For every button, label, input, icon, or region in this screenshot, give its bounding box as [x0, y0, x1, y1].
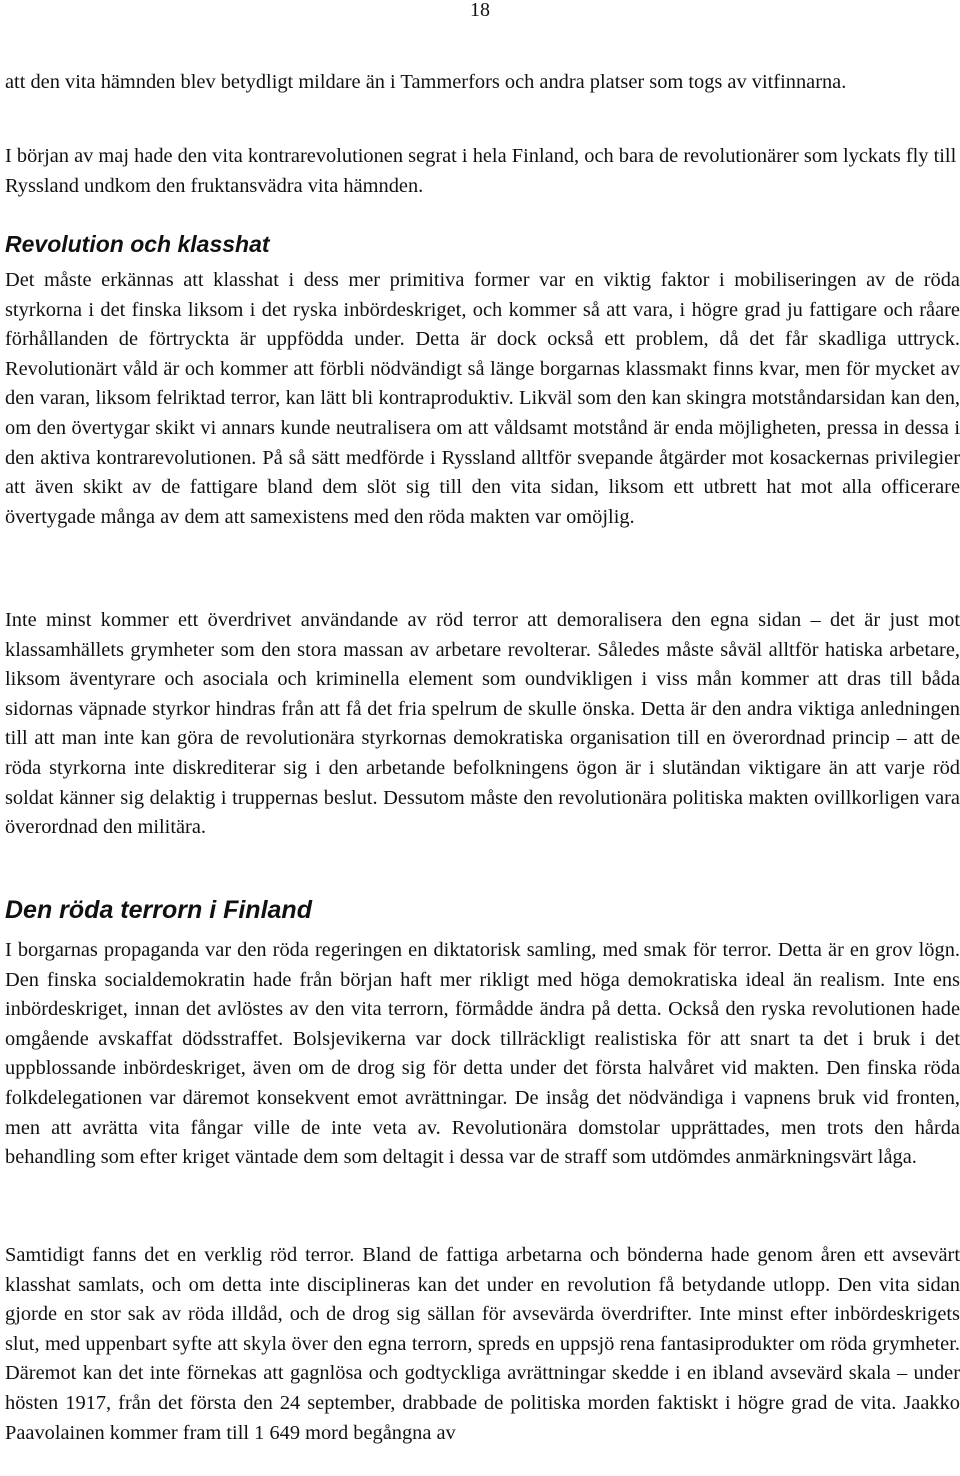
paragraph-intro-1: att den vita hämnden blev betydligt mildare än i Tammerfors och andra platser som togs av vitfinnarna. — [5, 71, 847, 93]
heading-revolution-och-klasshat: Revolution och klasshat — [5, 231, 270, 257]
heading-den-roda-terrorn: Den röda terrorn i Finland — [5, 896, 312, 924]
paragraph-revolution-2: Inte minst kommer ett överdrivet användande av röd terror att demoralisera den egna sidan – det är just mot klassamhällets grymheter som den stora massan av arbetare revolterar. Således måste såväl alltför hatiska arbetare, liksom äventyrare och asociala och kriminella element som oundvikligen i viss mån kommer att dras till båda sidornas väpnade styrkor hindras från att få det fria spelrum de skulle önska. Detta är den andra viktiga anledningen till att man inte kan göra de revolutionära styrkornas demokratiska organisation till en överordnad princip – att de röda styrkorna inte diskrediterar sig i den arbetande befolkningens ögon är i slutändan viktigare än att varje röd soldat känner sig delaktig i truppernas beslut. Dessutom måste den revolutionära politiska makten ovillkorligen vara överordnad den militära. — [5, 609, 960, 839]
paragraph-terror-1: I borgarnas propaganda var den röda regeringen en diktatorisk samling, med smak för terror. Detta är en grov lögn. Den finska socialdemokratin hade från början haft mer rikligt med höga demokratiska ideal än realism. Inte ens inbördeskriget, innan det avlöstes av den vita terrorn, förmådde ändra på detta. Också den ryska revolutionen hade omgående avskaffat dödsstraffet. Bolsjevikerna var dock tillräckligt realistiska för att snart ta det i bruk i det uppblossande inbördeskriget, även om de drog sig för detta under det första halvåret vid makten. Den finska röda folkdelegationen var däremot konsekvent emot avrättningar. De insåg det nödvändiga i vapnens bruk vid fronten, men att avrätta vita fångar ville de inte veta av. Revolutionära domstolar upprättades, men trots den hårda behandling som efter kriget väntade dem som deltagit i dessa var de straff som utdömdes anmärkningsvärt låga. — [5, 939, 960, 1169]
paragraph-terror-2: Samtidigt fanns det en verklig röd terror. Bland de fattiga arbetarna och bönderna hade genom åren ett avsevärt klasshat samlats, och om detta inte disciplineras kan det under en revolution få betydande utlopp. Den vita sidan gjorde en stor sak av röda illdåd, och de drog sig sällan för avsevärda överdrifter. Inte minst efter inbördeskrigets slut, med uppenbart syfte att skyla över den egna terrorn, spreds en uppsjö rena fantasiprodukter om röda grymheter. Däremot kan det inte förnekas att gagnlösa och godtyckliga avrättningar skedde i en ibland avsevärd skala – under hösten 1917, från det första den 24 september, drabbade de politiska morden faktiskt i högre grad de vita. Jaakko Paavolainen kommer fram till 1 649 mord begångna av — [5, 1244, 960, 1444]
paragraph-revolution-1: Det måste erkännas att klasshat i dess mer primitiva former var en viktig faktor i mobiliseringen av de röda styrkorna i det finska liksom i det ryska inbördeskriget, och kommer så att vara, i högre grad ju fattigare och råare förhållanden de förtryckta är uppfödda under. Detta är dock också ett problem, då det får skadliga uttryck. Revolutionärt våld är och kommer att förbli nödvändigt så länge borgarnas klassmakt finns kvar, men för mycket av den varan, liksom felriktad terror, kan lätt bli kontraproduktiv. Likväl som den kan skingra motståndarsidan kan den, om den övertygar skikt vi annars kunde neutralisera om att våldsamt motstånd är enda möjligheten, pressa in dessa i den aktiva kontrarevolutionen. På så sätt medförde i Ryssland alltför svepande åtgärder mot kosackernas privilegier att även skikt av de fattigare bland dem slöt sig till den vita sidan, liksom ett utbrett hat mot alla officerare övertygade många av dem att samexistens med den röda makten var omöjlig. — [5, 269, 960, 528]
paragraph-intro-2: I början av maj hade den vita kontrarevolutionen segrat i hela Finland, och bara de revolutionärer som lyckats fly till Ryssland undkom den fruktansvädra vita hämnden. — [5, 145, 957, 197]
page-number: 18 — [470, 0, 490, 21]
